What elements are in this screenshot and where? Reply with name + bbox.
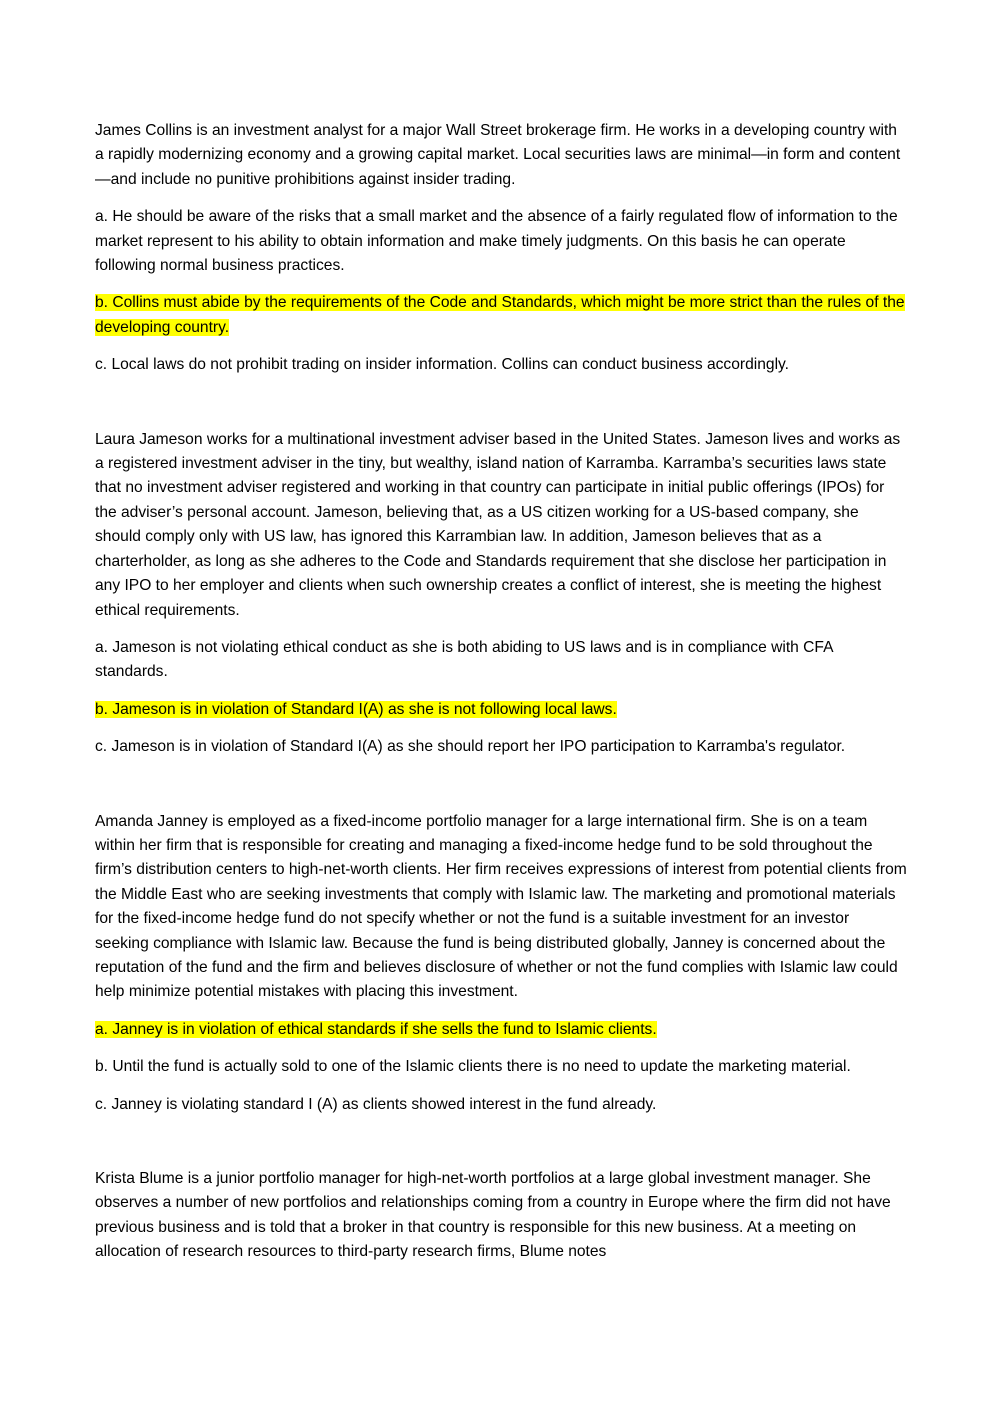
- question-stem: James Collins is an investment analyst for a major Wall Street brokerage firm. He works in a developing country with a rapidly modernizing economy and a growing capital market. Local securities laws are minimal—in form and content—and include no punitive prohibitions against insider trading.: [95, 122, 901, 188]
- question-stem: Krista Blume is a junior portfolio manager for high-net-worth portfolios at a large global investment manager. She observes a number of new portfolios and relationships coming from a country in Europe where the firm did not have previous business and is told that a broker in that country is responsible for this new business. At a meeting on allocation of research resources to third-party research firms, Blume notes: [95, 1170, 891, 1261]
- answer-option-a: [95, 205, 907, 278]
- question-3: [95, 810, 907, 1117]
- question-stem: Amanda Janney is employed as a fixed-income portfolio manager for a large international firm. She is on a team within her firm that is responsible for creating and managing a fixed-income hedge fund to be sold throughout the firm’s distribution centers to high-net-worth clients. Her firm receives expressions of interest from potential clients from the Middle East who are seeking investments that comply with Islamic law. The marketing and promotional materials for the fixed-income hedge fund do not specify whether or not the fund is a suitable investment for an investor seeking compliance with Islamic law. Because the fund is being distributed globally, Janney is concerned about the reputation of the fund and the firm and believes disclosure of whether or not the fund complies with Islamic law could help minimize potential mistakes with placing this investment.: [95, 812, 907, 1001]
- answer-option-c: [95, 353, 907, 377]
- option-text: a. Jameson is not violating ethical conduct as she is both abiding to US laws and is in compliance with CFA standards.: [95, 638, 833, 681]
- answer-option-c: [95, 1093, 907, 1117]
- option-text: c. Janney is violating standard I (A) as clients showed interest in the fund already.: [95, 1095, 657, 1113]
- question-1: [95, 119, 907, 378]
- question-4: [95, 1167, 907, 1265]
- answer-option-a-highlighted: [95, 1018, 907, 1042]
- option-text: b. Jameson is in violation of Standard I(A) as she is not following local laws.: [95, 700, 617, 718]
- question-2: [95, 428, 907, 760]
- answer-option-c: [95, 735, 907, 759]
- option-text: a. Janney is in violation of ethical standards if she sells the fund to Islamic clients.: [95, 1020, 657, 1038]
- document-page: [95, 119, 907, 1315]
- option-text: c. Local laws do not prohibit trading on insider information. Collins can conduct business accordingly.: [95, 356, 790, 374]
- option-text: c. Jameson is in violation of Standard I(A) as she should report her IPO participation to Karramba's regulator.: [95, 738, 846, 756]
- option-text: a. He should be aware of the risks that a small market and the absence of a fairly regulated flow of information to the market represent to his ability to obtain information and make timely judgments. On this basis he can operate following normal business practices.: [95, 208, 898, 275]
- answer-option-b-highlighted: [95, 291, 907, 340]
- answer-option-b: [95, 1055, 907, 1079]
- answer-option-a: [95, 636, 907, 685]
- option-text: b. Until the fund is actually sold to one of the Islamic clients there is no need to update the marketing material.: [95, 1058, 851, 1076]
- answer-option-b-highlighted: [95, 698, 907, 722]
- question-stem: Laura Jameson works for a multinational investment adviser based in the United States. Jameson lives and works as a registered investment adviser in the tiny, but wealthy, island nation of Karramba. Karramba’s securities laws state that no investment adviser registered and working in that country can participate in initial public offerings (IPOs) for the adviser’s personal account. Jameson, believing that, as a US citizen working for a US-based company, she should comply only with US law, has ignored this Karrambian law. In addition, Jameson believes that as a charterholder, as long as she adheres to the Code and Standards requirement that she disclose her participation in any IPO to her employer and clients when such ownership creates a conflict of interest, she is meeting the highest ethical requirements.: [95, 430, 901, 619]
- option-text: b. Collins must abide by the requirements of the Code and Standards, which might be more strict than the rules of the developing country.: [95, 294, 905, 336]
